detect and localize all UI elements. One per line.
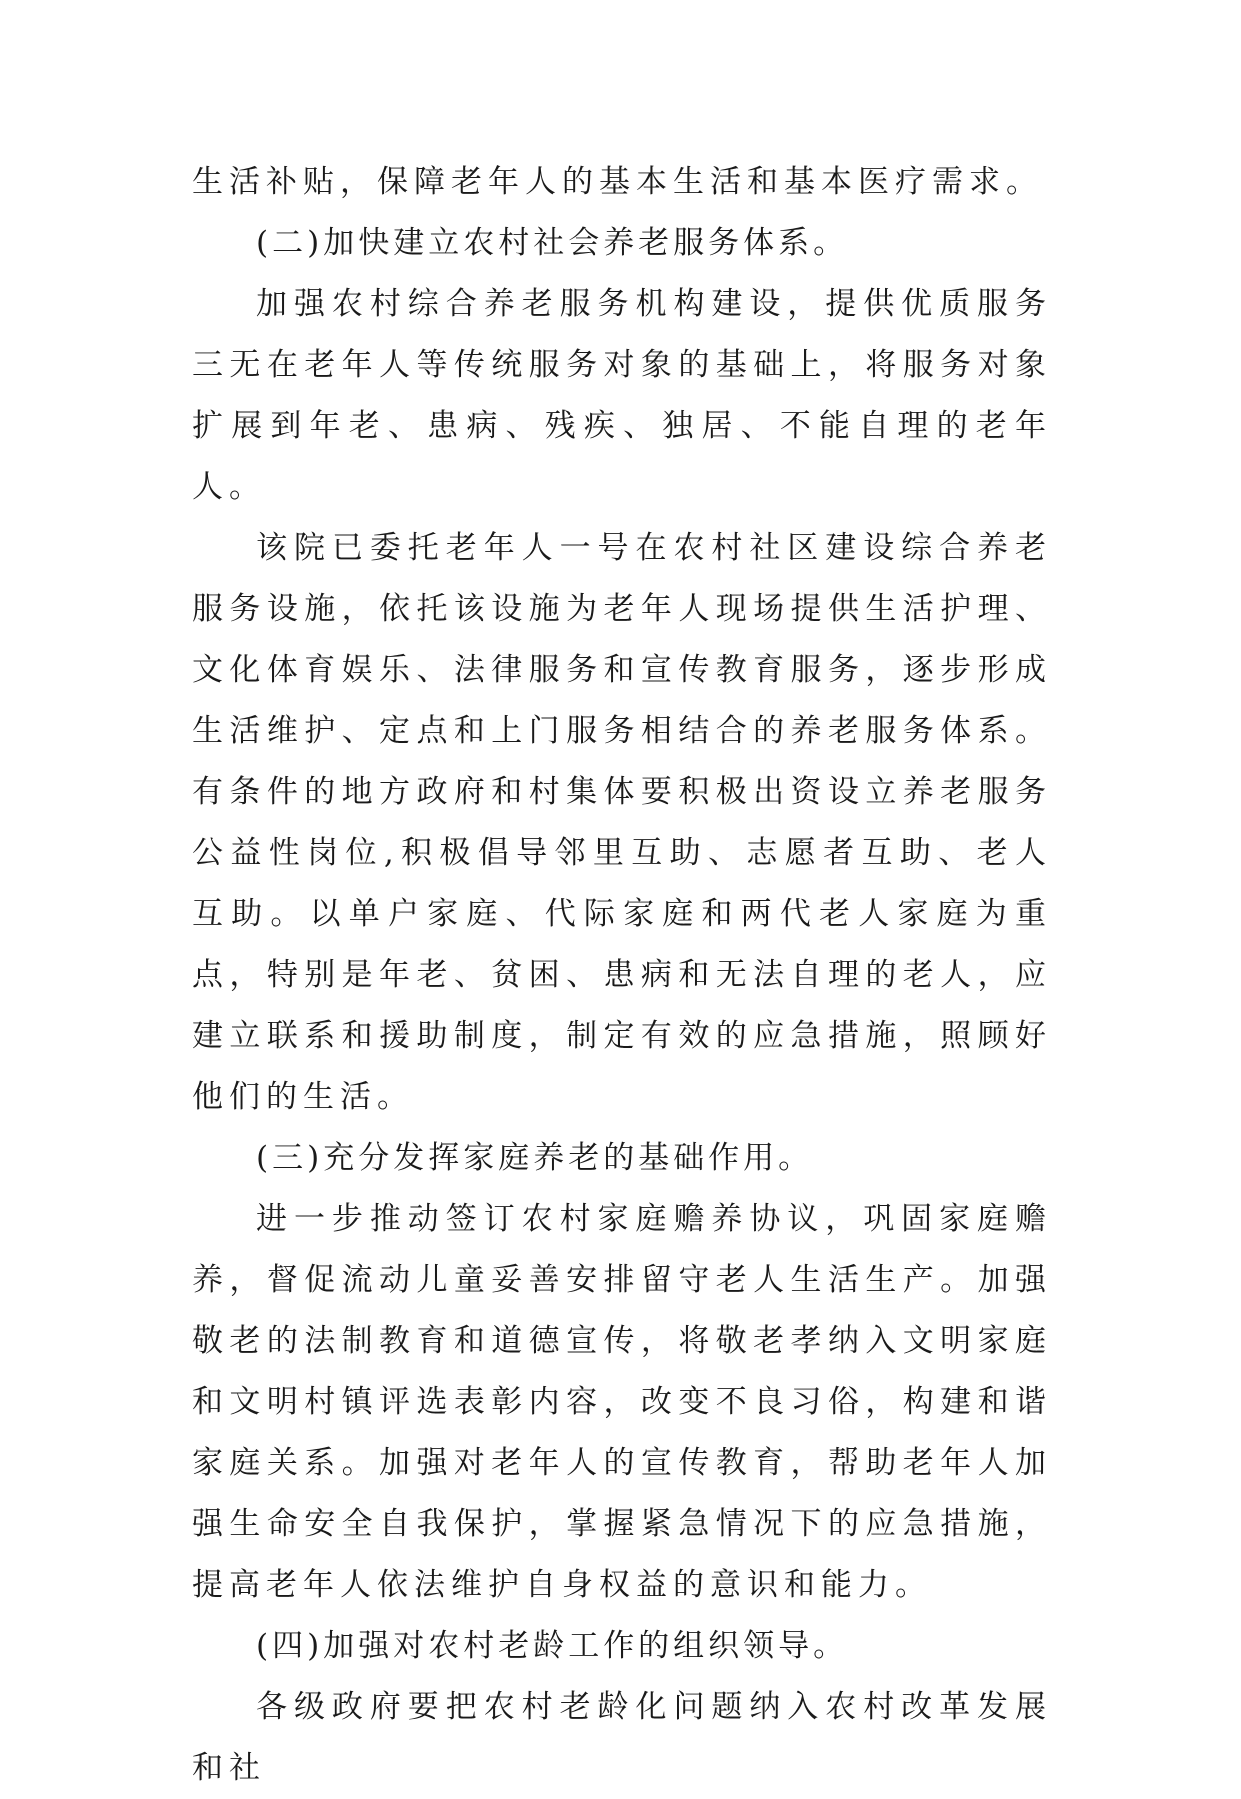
section-heading-2: (二)加快建立农村社会养老服务体系。 bbox=[256, 225, 849, 261]
section-heading-4: (四)加强对农村老龄工作的组织领导。 bbox=[256, 1628, 849, 1664]
paragraph: 加强农村综合养老服务机构建设，提供优质服务三无在老年人等传统服务对象的基础上，将服务对象扩展到年老、患病、残疾、独居、不能自理的老年人。 bbox=[192, 286, 1052, 505]
section-heading-3: (三)充分发挥家庭养老的基础作用。 bbox=[256, 1140, 814, 1176]
document-body bbox=[192, 152, 1052, 1799]
paragraph: 进一步推动签订农村家庭赡养协议，巩固家庭赡养，督促流动儿童妥善安排留守老人生活生产。加强敬老的法制教育和道德宣传，将敬老孝纳入文明家庭和文明村镇评选表彰内容，改变不良习俗，构建和谐家庭关系。加强对老年人的宣传教育，帮助老年人加强生命安全自我保护，掌握紧急情况下的应急措施，提高老年人依法维护自身权益的意识和能力。 bbox=[192, 1201, 1052, 1603]
paragraph: 该院已委托老年人一号在农村社区建设综合养老服务设施，依托该设施为老年人现场提供生活护理、文化体育娱乐、法律服务和宣传教育服务，逐步形成生活维护、定点和上门服务相结合的养老服务体系。有条件的地方政府和村集体要积极出资设立养老服务公益性岗位,积极倡导邻里互助、志愿者互助、老人互助。以单户家庭、代际家庭和两代老人家庭为重点，特别是年老、贫困、患病和无法自理的老人，应建立联系和援助制度，制定有效的应急措施，照顾好他们的生活。 bbox=[192, 530, 1052, 1115]
paragraph-continuation: 生活补贴，保障老年人的基本生活和基本医疗需求。 bbox=[192, 164, 1043, 200]
paragraph: 各级政府要把农村老龄化问题纳入农村改革发展和社 bbox=[192, 1689, 1052, 1786]
